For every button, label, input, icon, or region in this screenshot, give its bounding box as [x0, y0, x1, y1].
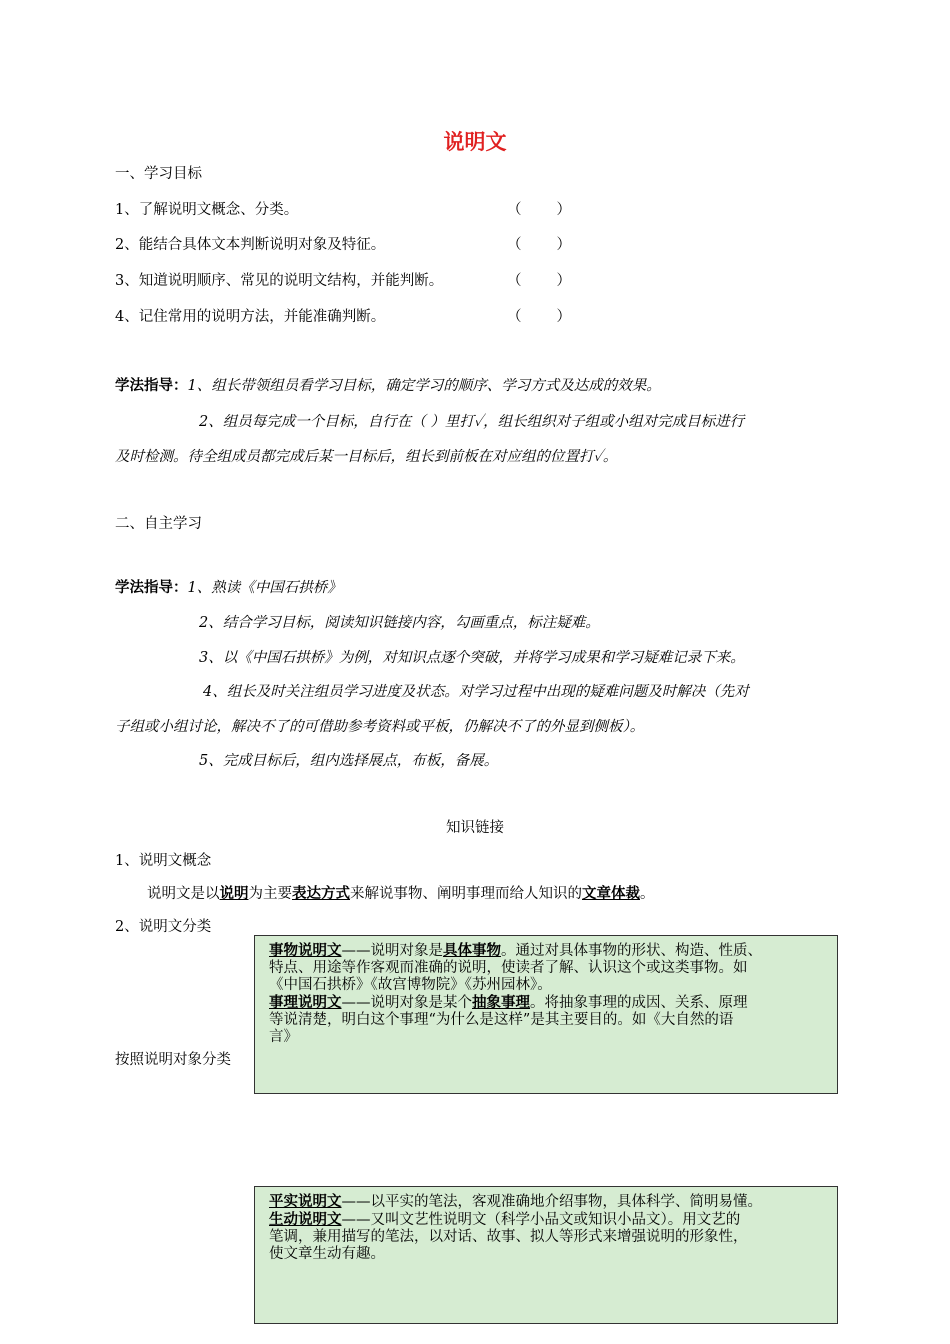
- box-text: ——说明对象是: [341, 943, 443, 959]
- definition-part: 。: [640, 886, 655, 902]
- term: 事物说明文: [269, 942, 342, 959]
- study-guide-line: 2、组员每完成一个目标，自行在（ ）里打✓，组长组织对子组或小组对完成目标进行: [199, 414, 745, 430]
- page-title: 说明文: [443, 130, 507, 154]
- box-line: 使文章生动有趣。: [269, 1246, 385, 1262]
- knowledge-item-2: 2、说明文分类: [115, 919, 212, 935]
- study-guide-line: 及时检测。待全组成员都完成后某一目标后，组长到前板在对应组的位置打✓。: [115, 449, 618, 465]
- classification-box-by-object: [254, 935, 838, 1094]
- box-line: [269, 994, 827, 1012]
- study-guide-label: 学法指导：: [115, 377, 188, 394]
- goal-checkbox-2[interactable]: （ ）: [507, 237, 573, 253]
- definition-part: 为主要: [248, 886, 292, 902]
- study-guide-label: 学法指导：: [115, 579, 188, 596]
- definition-part: 说明文是以: [147, 886, 220, 902]
- term-key: 具体事物: [443, 942, 501, 959]
- goal-item-2: 2、能结合具体文本判断说明对象及特征。: [115, 237, 386, 253]
- study-guide-2: [115, 578, 342, 598]
- study-guide-line: 1、组长带领组员看学习目标，确定学习的顺序、学习方式及达成的效果。: [187, 378, 661, 394]
- box-line: [269, 1211, 827, 1229]
- term: 事理说明文: [269, 994, 342, 1011]
- classification-label: 按照说明对象分类: [115, 1052, 231, 1068]
- definition-key: 文章体裁: [582, 885, 640, 902]
- section-heading-self-study: 二、自主学习: [115, 516, 202, 532]
- box-line: 笔调，兼用描写的笔法，以对话、故事、拟人等形式来增强说明的形象性，: [269, 1229, 748, 1245]
- study-guide-line: 2、结合学习目标，阅读知识链接内容，勾画重点，标注疑难。: [199, 615, 600, 631]
- box-line: 特点、用途等作客观而准确的说明，使读者了解、认识这个或这类事物。如: [269, 960, 748, 976]
- goal-checkbox-3[interactable]: （ ）: [507, 273, 573, 289]
- term-key: 抽象事理: [472, 994, 530, 1011]
- definition-key: 说明: [219, 885, 249, 902]
- box-text: ——说明对象是某个: [341, 995, 472, 1011]
- box-text: ——又叫文艺性说明文（科学小品文或知识小品文）。用文艺的: [341, 1212, 741, 1228]
- box-text: ——以平实的笔法，客观准确地介绍事物，具体科学、简明易懂。: [341, 1194, 762, 1210]
- term: 生动说明文: [269, 1211, 342, 1228]
- study-guide-line: 3、以《中国石拱桥》为例，对知识点逐个突破，并将学习成果和学习疑难记录下来。: [199, 650, 745, 666]
- study-guide-line: 子组或小组讨论，解决不了的可借助参考资料或平板，仍解决不了的外显到侧板）。: [115, 719, 645, 735]
- goal-item-4: 4、记住常用的说明方法，并能准确判断。: [115, 309, 386, 325]
- box-line: 言》: [269, 1029, 298, 1045]
- study-guide-line: 1、熟读《中国石拱桥》: [187, 580, 342, 596]
- goal-item-3: 3、知道说明顺序、常见的说明文结构，并能判断。: [115, 273, 444, 289]
- study-guide-line: 5、完成目标后，组内选择展点，布板，备展。: [199, 753, 499, 769]
- definition-key: 表达方式: [292, 885, 350, 902]
- box-line: 《中国石拱桥》《故宫博物院》《苏州园林》。: [269, 977, 552, 993]
- term: 平实说明文: [269, 1193, 342, 1210]
- box-text: 。通过对具体事物的形状、构造、性质、: [501, 943, 762, 959]
- definition-text: [147, 884, 655, 904]
- goal-item-1: 1、了解说明文概念、分类。: [115, 202, 299, 218]
- box-line: [269, 942, 827, 960]
- box-line: 等说清楚，明白这个事理“为什么是这样”是其主要目的。如《大自然的语: [269, 1012, 734, 1028]
- goal-checkbox-4[interactable]: （ ）: [507, 309, 573, 325]
- knowledge-item-1: 1、说明文概念: [115, 853, 212, 869]
- study-guide-line: 4、组长及时关注组员学习进度及状态。对学习过程中出现的疑难问题及时解决（先对: [203, 684, 749, 700]
- box-line: [269, 1193, 827, 1211]
- section-heading-goals: 一、学习目标: [115, 166, 202, 182]
- box-text: 。将抽象事理的成因、关系、原理: [530, 995, 748, 1011]
- goal-checkbox-1[interactable]: （ ）: [507, 202, 573, 218]
- knowledge-heading: 知识链接: [446, 820, 504, 836]
- classification-box-by-style: [254, 1186, 838, 1324]
- study-guide-1: [115, 376, 661, 396]
- definition-part: 来解说事物、阐明事理而给人知识的: [350, 886, 582, 902]
